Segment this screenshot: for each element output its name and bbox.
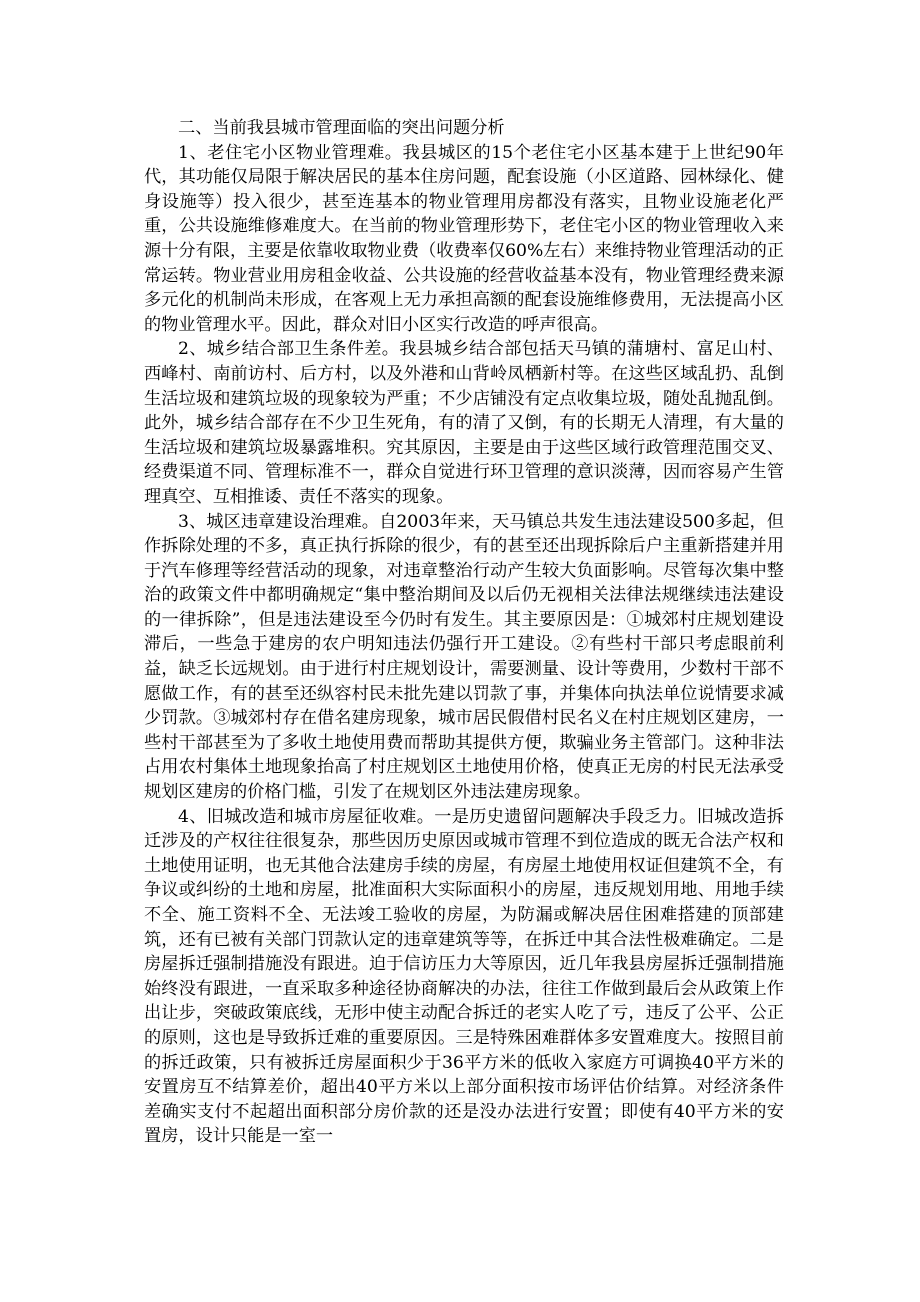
document-page	[144, 116, 784, 1149]
paragraph-1-property-management: 1、老住宅小区物业管理难。我县城区的15个老住宅小区基本建于上世纪90年代，其功能仅局限于解决居民的基本住房问题，配套设施（小区道路、园林绿化、健身设施等）投入很少，甚至连基本的物业管理用房都没有落实，且物业设施老化严重，公共设施维修难度大。在当前的物业管理形势下，老住宅小区的物业管理收入来源十分有限，主要是依靠收取物业费（收费率仅60%左右）来维持物业管理活动的正常运转。物业营业用房租金收益、公共设施的经营收益基本没有，物业管理经费来源多元化的机制尚未形成，在客观上无力承担高额的配套设施维修费用，无法提高小区的物业管理水平。因此，群众对旧小区实行改造的呼声很高。	[144, 142, 784, 335]
paragraph-3-illegal-construction: 3、城区违章建设治理难。自2003年来，天马镇总共发生违法建设500多起，但作拆除处理的不多，真正执行拆除的很少，有的甚至还出现拆除后户主重新搭建并用于汽车修理等经营活动的现象，对违章整治行动产生较大负面影响。尽管每次集中整治的政策文件中都明确规定“集中整治期间及以后仍无视相关法律法规继续违法建设的一律拆除”，但是违法建设至今仍时有发生。其主要原因是：①城郊村庄规划建设滞后，一些急于建房的农户明知违法仍强行开工建设。②有些村干部只考虑眼前利益，缺乏长远规划。由于进行村庄规划设计，需要测量、设计等费用，少数村干部不愿做工作，有的甚至还纵容村民未批先建以罚款了事，并集体向执法单位说情要求减少罚款。③城郊村存在借名建房现象，城市居民假借村民名义在村庄规划区建房，一些村干部甚至为了多收土地使用费而帮助其提供方便，欺骗业务主管部门。这种非法占用农村集体土地现象抬高了村庄规划区土地使用价格，使真正无房的村民无法承受规划区建房的价格门槛，引发了在规划区外违法建房现象。	[144, 511, 784, 803]
section-heading: 二、当前我县城市管理面临的突出问题分析	[178, 118, 505, 138]
paragraph-2-sanitation: 2、城乡结合部卫生条件差。我县城乡结合部包括天马镇的蒲塘村、富足山村、西峰村、南前访村、后方村，以及外港和山背岭凤栖新村等。在这些区域乱扔、乱倒生活垃圾和建筑垃圾的现象较为严重；不少店铺没有定点收集垃圾，随处乱抛乱倒。此外，城乡结合部存在不少卫生死角，有的清了又倒，有的长期无人清理，有大量的生活垃圾和建筑垃圾暴露堆积。究其原因，主要是由于这些区域行政管理范围交叉、经费渠道不同、管理标准不一，群众自觉进行环卫管理的意识淡薄，因而容易产生管理真空、互相推诿、责任不落实的现象。	[144, 339, 784, 507]
paragraph-4-old-city-renovation: 4、旧城改造和城市房屋征收难。一是历史遗留问题解决手段乏力。旧城改造拆迁涉及的产权往往很复杂，那些因历史原因或城市管理不到位造成的既无合法产权和土地使用证明，也无其他合法建房手续的房屋，有房屋土地使用权证但建筑不全，有争议或纠纷的土地和房屋，批准面积大实际面积小的房屋，违反规划用地、用地手续不全、施工资料不全、无法竣工验收的房屋，为防漏或解决居住困难搭建的顶部建筑，还有已被有关部门罚款认定的违章建筑等等，在拆迁中其合法性极难确定。二是房屋拆迁强制措施没有跟进。迫于信访压力大等原因，近几年我县房屋拆迁强制措施始终没有跟进，一直采取多种途径协商解决的办法，往往工作做到最后会从政策上作出让步，突破政策底线，无形中使主动配合拆迁的老实人吃了亏，违反了公平、公正的原则，这也是导致拆迁难的重要原因。三是特殊困难群体多安置难度大。按照目前的拆迁政策，只有被拆迁房屋面积少于36平方米的低收入家庭方可调换40平方米的安置房互不结算差价，超出40平方米以上部分面积按市场评估价结算。对经济条件差确实支付不起超出面积部分房价款的还是没办法进行安置；即使有40平方米的安置房，设计只能是一室一	[144, 806, 784, 1147]
